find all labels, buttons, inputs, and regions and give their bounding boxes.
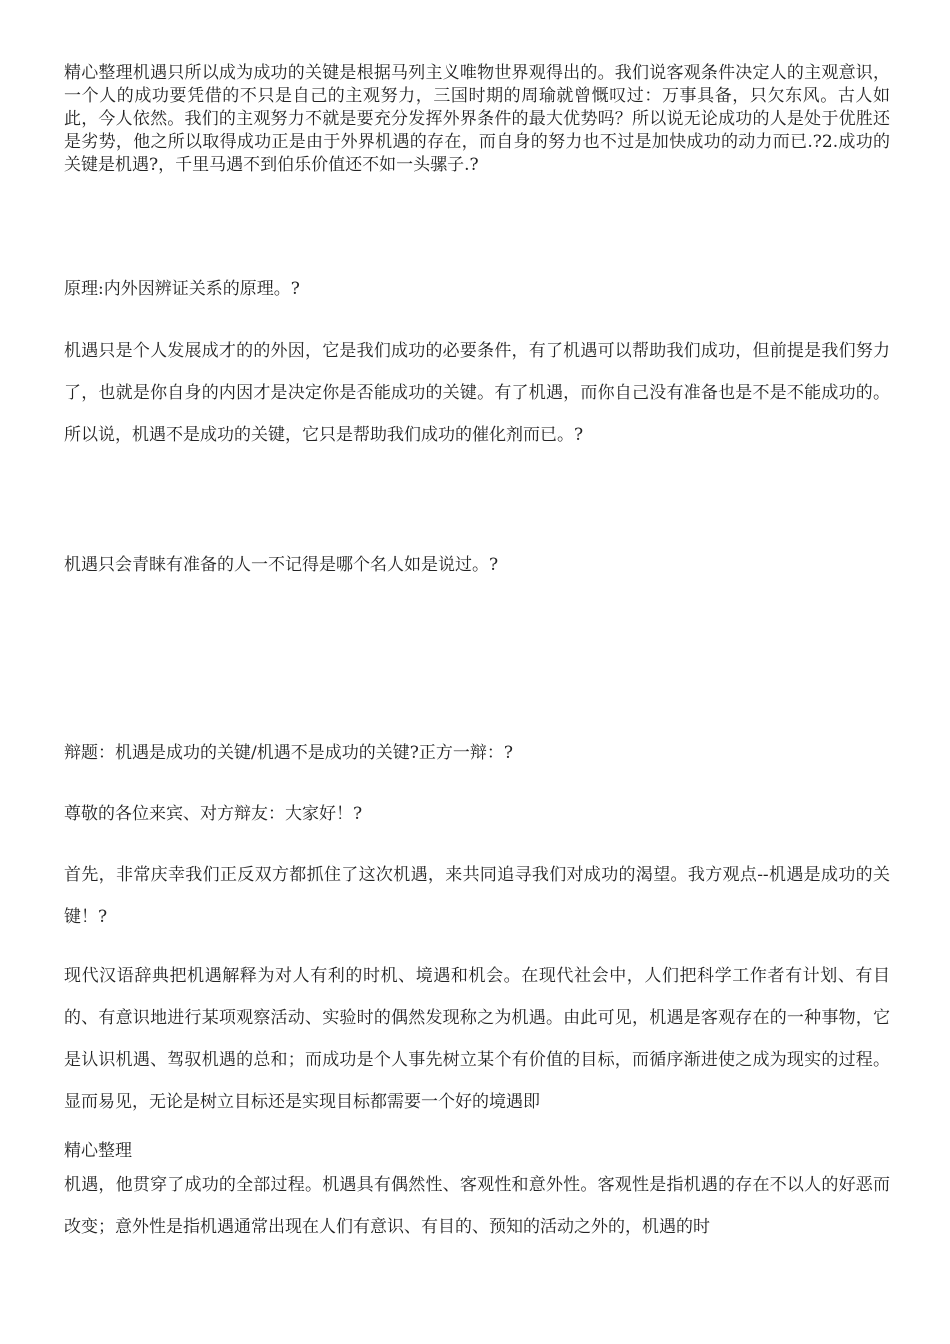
paragraph-debate-topic: 辩题：机遇是成功的关键/机遇不是成功的关键?正方一辩：? [64, 743, 513, 763]
paragraph-continuation: 机遇，他贯穿了成功的全部过程。机遇具有偶然性、客观性和意外性。客观性是指机遇的存在不以人的好恶而改变；意外性是指机遇通常出现在人们有意识、有目的、预知的活动之外的，机遇的时 [64, 1175, 890, 1237]
page-header-note: 精心整理 [64, 1141, 132, 1161]
paragraph-greeting: 尊敬的各位来宾、对方辩友：大家好！? [64, 804, 363, 824]
paragraph-external-factor: 机遇只是个人发展成才的的外因，它是我们成功的必要条件，有了机遇可以帮助我们成功，但前提是我们努力了，也就是你自身的内因才是决定你是否能成功的关键。有了机遇，而你自己没有准备也是不是不能成功的。所以说，机遇不是成功的关键，它只是帮助我们成功的催化剂而已。? [64, 341, 890, 445]
paragraph-intro: 精心整理机遇只所以成为成功的关键是根据马列主义唯物世界观得出的。我们说客观条件决定人的主观意识，一个人的成功要凭借的不只是自己的主观努力，三国时期的周瑜就曾慨叹过：万事具备，只欠东风。古人如此，今人依然。我们的主观努力不就是要充分发挥外界条件的最大优势吗？所以说无论成功的人是处于优胜还是劣势，他之所以取得成功正是由于外界机遇的存在，而自身的努力也不过是加快成功的动力而已.?2.成功的关键是机遇?，千里马遇不到伯乐价值还不如一头骡子.? [64, 63, 890, 175]
paragraph-principle: 原理:内外因辨证关系的原理。? [64, 279, 300, 299]
paragraph-definition: 现代汉语辞典把机遇解释为对人有利的时机、境遇和机会。在现代社会中，人们把科学工作者有计划、有目的、有意识地进行某项观察活动、实验时的偶然发现称之为机遇。由此可见，机遇是客观存在的一种事物，它是认识机遇、驾驭机遇的总和；而成功是个人事先树立某个有价值的目标，而循序渐进使之成为现实的过程。显而易见，无论是树立目标还是实现目标都需要一个好的境遇即 [64, 966, 890, 1112]
paragraph-opening: 首先，非常庆幸我们正反双方都抓住了这次机遇，来共同追寻我们对成功的渴望。我方观点--机遇是成功的关键！? [64, 865, 890, 927]
paragraph-quote: 机遇只会青睐有准备的人一不记得是哪个名人如是说过。? [64, 555, 499, 575]
